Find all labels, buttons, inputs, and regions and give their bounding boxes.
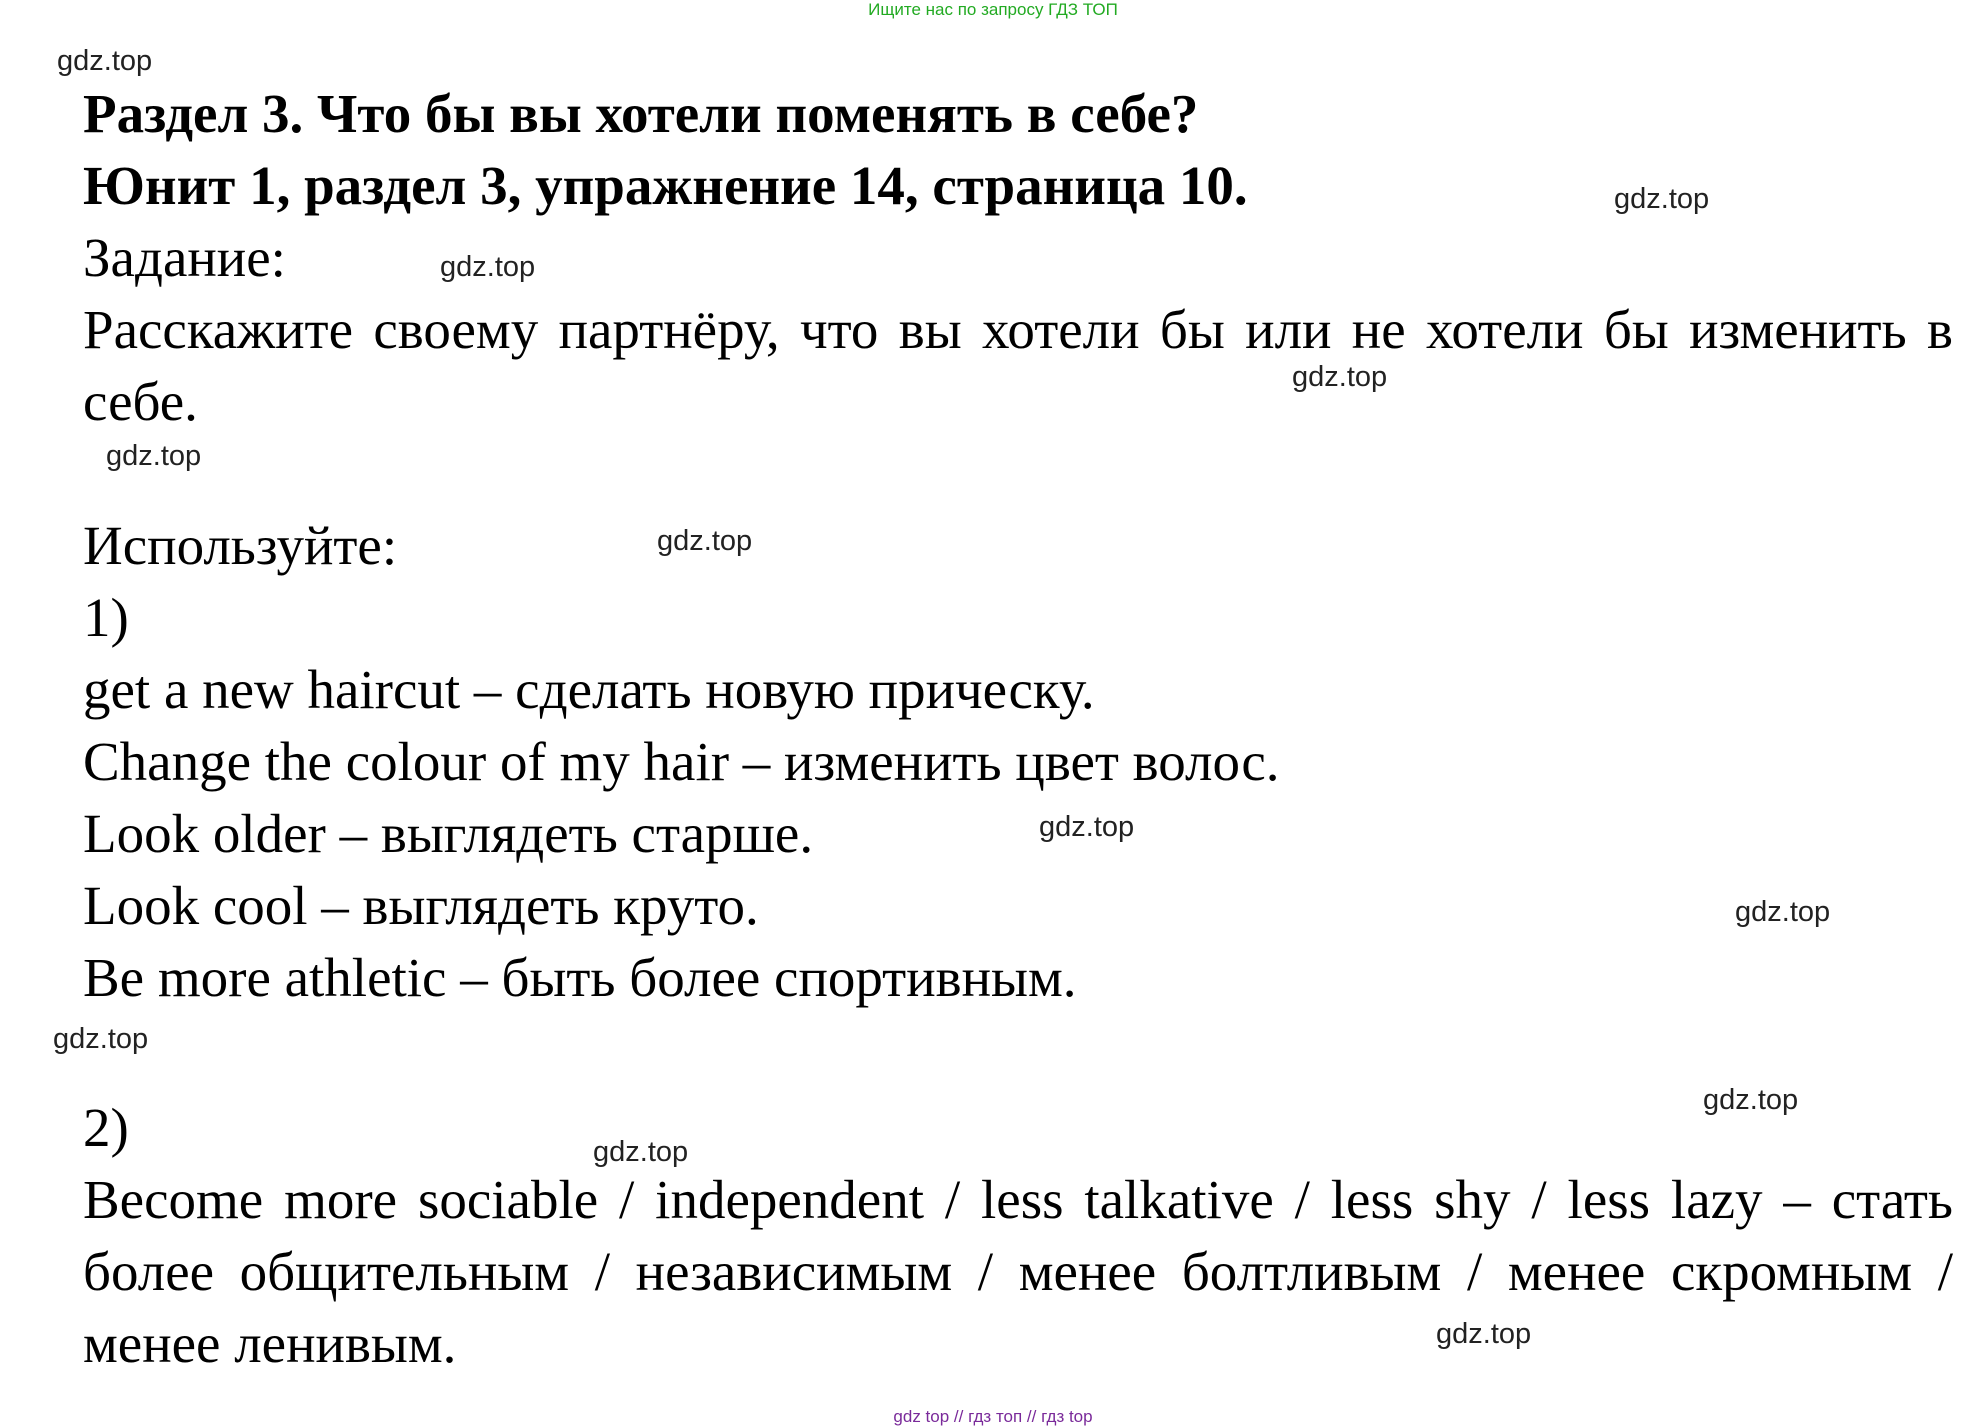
- watermark: gdz.top: [53, 1023, 149, 1055]
- use-label: Используйте:: [83, 515, 398, 576]
- watermark: gdz.top: [1614, 183, 1710, 215]
- part1-marker: 1): [83, 587, 129, 648]
- watermark: gdz.top: [440, 251, 536, 283]
- top-banner: Ищите нас по запросу ГДЗ ТОП: [868, 0, 1118, 19]
- watermark: gdz.top: [57, 45, 153, 77]
- part2-marker: 2): [83, 1097, 129, 1158]
- watermark: gdz.top: [657, 525, 753, 557]
- phrase-line: get a new haircut – сделать новую прическу.: [83, 659, 1095, 720]
- phrase-line: Look older – выглядеть старше.: [83, 803, 814, 864]
- watermark: gdz.top: [1735, 896, 1831, 928]
- phrase-line: Be more athletic – быть более спортивным.: [83, 947, 1077, 1008]
- task-label: Задание:: [83, 227, 286, 288]
- watermark: gdz.top: [106, 440, 202, 472]
- watermark: gdz.top: [1436, 1318, 1532, 1350]
- part2-text: Become more sociable / independent / less talkative / less shy / less lazy – стать более общительным / независимым / менее болтливым / менее скромным / менее ленивым.: [83, 1169, 1953, 1374]
- unit-heading: Юнит 1, раздел 3, упражнение 14, страница 10.: [83, 155, 1248, 216]
- section-heading: Раздел 3. Что бы вы хотели поменять в себе?: [83, 83, 1199, 144]
- watermark: gdz.top: [1703, 1084, 1799, 1116]
- phrase-line: Change the colour of my hair – изменить цвет волос.: [83, 731, 1280, 792]
- task-text: Расскажите своему партнёру, что вы хотели бы или не хотели бы изменить в себе.: [83, 299, 1953, 432]
- watermark: gdz.top: [593, 1136, 689, 1168]
- watermark: gdz.top: [1039, 811, 1135, 843]
- footer: gdz top // гдз топ // гдз top: [893, 1407, 1093, 1426]
- watermark: gdz.top: [1292, 361, 1388, 393]
- phrase-line: Look cool – выглядеть круто.: [83, 875, 759, 936]
